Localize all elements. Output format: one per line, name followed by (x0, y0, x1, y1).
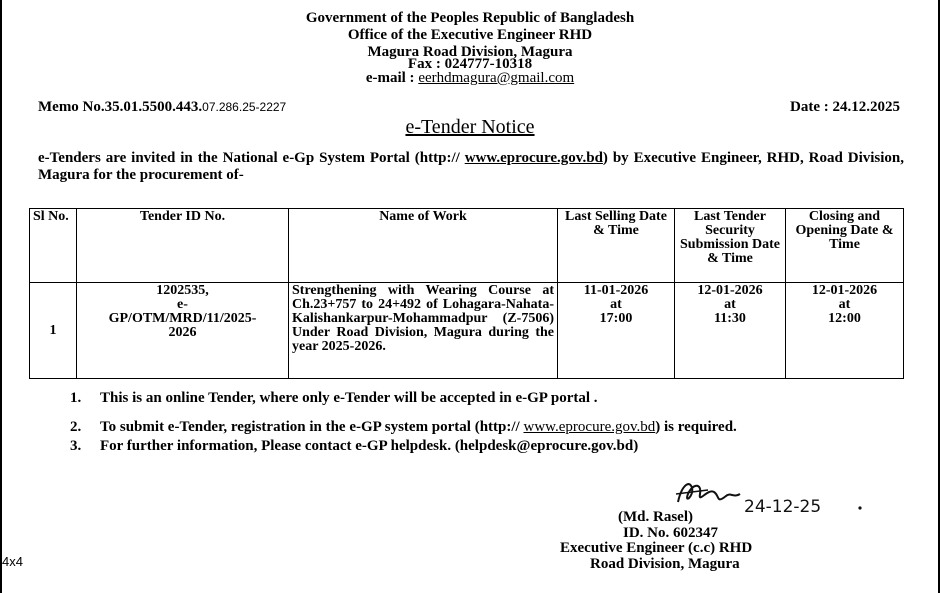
table-header-row (30, 209, 904, 283)
tender-table (29, 208, 904, 379)
header-office: Office of the Executive Engineer RHD (347, 27, 593, 43)
tender-id-line-1: 1202535, (156, 283, 209, 298)
security-at: at (724, 297, 736, 312)
memo-number (38, 99, 286, 116)
note-2-text-start: To submit e-Tender, registration in the e-GP system portal (http:// (100, 419, 524, 435)
tender-id-line-4: 2026 (168, 325, 197, 340)
col-header-work: Name of Work (289, 209, 558, 283)
corner-label: 4x4 (2, 554, 23, 569)
header-division: Magura Road Division, Magura (367, 44, 573, 60)
closing-time: 12:00 (828, 311, 861, 326)
col-header-tender-id: Tender ID No. (77, 209, 289, 283)
note-3 (70, 438, 900, 455)
tender-id-line-3: GP/OTM/MRD/11/2025- (108, 311, 257, 326)
memo-suffix: 07.286.25-2227 (202, 100, 287, 114)
email-label: e-mail : (365, 70, 419, 86)
signatory-office: Road Division, Magura (590, 556, 740, 572)
cell-work: Strengthening with Wearing Course at Ch.23+757 to 24+492 of Lohagara-Nahata-Kalishankarpur-Mohammadpur (Z-7506) Under Road Division, Magura during the year 2025-2026. (289, 283, 558, 379)
note-2 (70, 419, 900, 436)
signatory-name: (Md. Rasel) (618, 509, 693, 525)
col-header-sl: Sl No. (30, 209, 77, 283)
closing-date: 12-01-2026 (811, 283, 878, 298)
selling-date: 11-01-2026 (583, 283, 649, 298)
note-3-number: 3. (70, 438, 82, 454)
cell-closing (786, 283, 904, 379)
note-2-url-link[interactable]: www.eprocure.gov.bd (523, 419, 656, 435)
intro-text-end: ) by Executive Engineer, RHD, Road Division, Magura for the procurement of- (38, 150, 904, 183)
intro-url-link[interactable]: www.eprocure.gov.bd (464, 150, 603, 166)
intro-text-start: e-Tenders are invited in the National e-Gp System Portal (http:// (38, 150, 465, 166)
security-time: 11:30 (714, 311, 746, 326)
cell-sl: 1 (30, 283, 77, 379)
selling-time: 17:00 (599, 311, 633, 326)
notes-list (70, 390, 900, 455)
header-email-line (0, 70, 940, 87)
note-2-text-end: ) is required. (655, 419, 737, 435)
note-1-text: This is an online Tender, where only e-Tender will be accepted in e-GP portal . (100, 390, 598, 406)
header-government: Government of the Peoples Republic of Bangladesh (305, 10, 635, 26)
memo-date: Date : 24.12.2025 (790, 99, 900, 115)
handwritten-signature (668, 474, 868, 518)
left-border (0, 0, 2, 593)
note-3-text: For further information, Please contact e-GP helpdesk. (helpdesk@eprocure.gov.bd) (100, 438, 639, 454)
signatory-id: ID. No. 602347 (623, 525, 719, 541)
memo-prefix: Memo No.35.01.5500.443. (38, 99, 203, 115)
note-1-number: 1. (70, 390, 82, 406)
table-row (30, 283, 904, 379)
selling-at: at (610, 297, 622, 312)
cell-selling (558, 283, 675, 379)
note-1 (70, 390, 900, 407)
signature-dot (858, 506, 861, 509)
email-address[interactable]: eerhdmagura@gmail.com (418, 70, 575, 86)
cell-tender-id (77, 283, 289, 379)
col-header-closing: Closing and Opening Date & Time (786, 209, 904, 283)
closing-at: at (838, 297, 851, 312)
intro-paragraph (38, 150, 904, 184)
signature-date: 24-12-25 (744, 497, 822, 517)
col-header-security: Last Tender Security Submission Date & Time (675, 209, 786, 283)
header-fax: Fax : 024777-10318 (407, 56, 533, 72)
signatory-designation: Executive Engineer (c.c) RHD (560, 540, 753, 556)
tender-id-line-2: e- (177, 297, 188, 312)
cell-security (675, 283, 786, 379)
note-2-number: 2. (70, 419, 82, 435)
col-header-selling: Last Selling Date & Time (558, 209, 675, 283)
notice-title: e-Tender Notice (405, 116, 535, 138)
security-date: 12-01-2026 (697, 283, 763, 298)
